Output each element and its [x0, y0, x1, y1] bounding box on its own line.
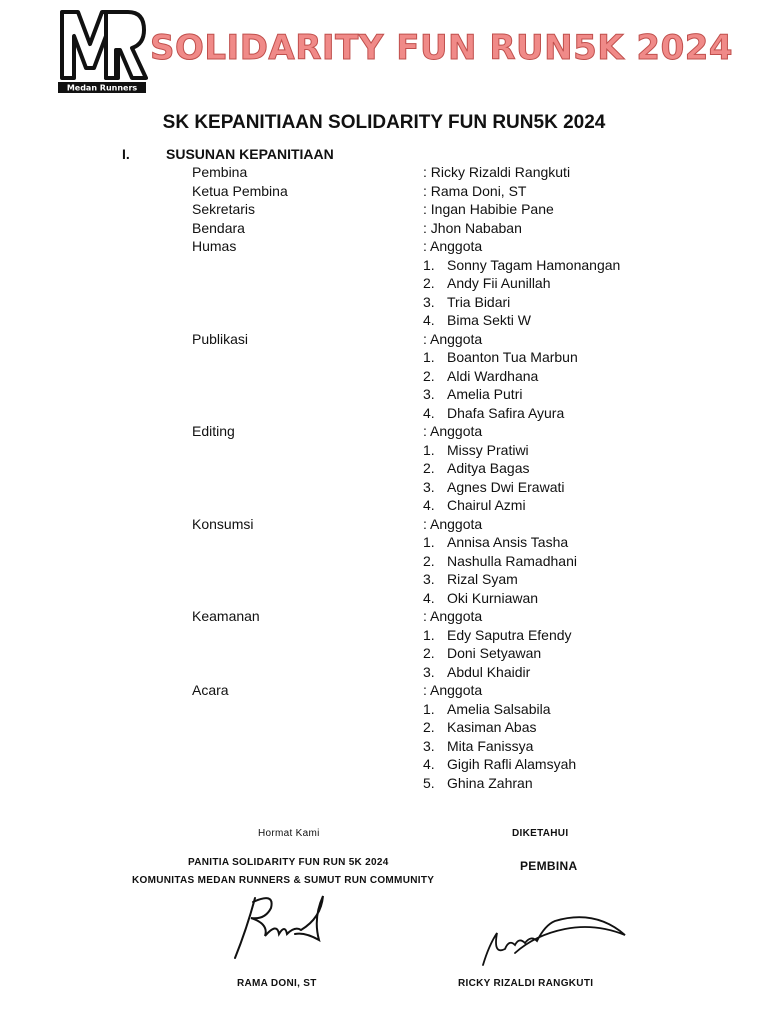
role-holder: : Ingan Habibie Pane [423, 201, 554, 217]
logo-subtext: Medan Runners [66, 83, 138, 93]
member-name: Amelia Putri [447, 386, 523, 402]
right-known: DIKETAHUI [512, 828, 569, 839]
role-label: Ketua Pembina [192, 182, 288, 199]
member-name: Tria Bidari [447, 293, 511, 310]
left-organization: PANITIA SOLIDARITY FUN RUN 5K 2024 [188, 857, 389, 868]
division-label: Publikasi [192, 330, 249, 347]
role-label: Sekretaris [192, 201, 256, 217]
member-number: 2. [423, 367, 435, 384]
right-signer-name: RICKY RIZALDI RANGKUTI [458, 978, 594, 989]
member-number: 1. [423, 534, 435, 550]
member-name: Edy Saputra Efendy [447, 626, 572, 643]
right-role: PEMBINA [520, 859, 578, 873]
member-name: Amelia Salsabila [447, 700, 551, 717]
member-name: Dhafa Safira Ayura [447, 404, 565, 421]
left-signer-name: RAMA DONI, ST [237, 978, 317, 989]
member-name: Ghina Zahran [447, 774, 533, 791]
member-number: 3. [423, 386, 435, 402]
division-label: Acara [192, 682, 229, 698]
member-number: 5. [423, 774, 435, 791]
member-name: Gigih Rafli Alamsyah [447, 756, 577, 772]
member-name: Oki Kurniawan [447, 589, 539, 606]
member-number: 2. [423, 719, 435, 735]
left-community: KOMUNITAS MEDAN RUNNERS & SUMUT RUN COMMUNITY [132, 875, 435, 886]
member-name: Boanton Tua Marbun [447, 349, 578, 365]
member-name: Nashulla Ramadhani [447, 552, 577, 569]
member-name: Aldi Wardhana [447, 367, 539, 384]
member-number: 4. [423, 312, 435, 328]
signature-ricky-rizaldi [475, 905, 635, 975]
role-holder: : Rama Doni, ST [423, 182, 527, 199]
member-number: 2. [423, 460, 435, 476]
member-number: 2. [423, 275, 435, 291]
division-label: Humas [192, 238, 237, 254]
member-name: Andy Fii Aunillah [447, 275, 551, 291]
left-greeting: Hormat Kami [258, 828, 320, 839]
section-number: I. [122, 146, 130, 162]
division-label: Keamanan [192, 608, 260, 624]
role-label: Pembina [192, 164, 248, 180]
member-name: Doni Setyawan [447, 645, 542, 661]
member-number: 4. [423, 756, 435, 772]
member-name: Chairul Azmi [447, 497, 526, 513]
role-holder: : Ricky Rizaldi Rangkuti [423, 164, 571, 180]
document-title: SK KEPANITIAAN SOLIDARITY FUN RUN5K 2024 [162, 112, 606, 133]
member-name: Annisa Ansis Tasha [447, 534, 569, 550]
banner-title: SOLIDARITY FUN RUN5K 2024 [150, 28, 734, 68]
member-number: 4. [423, 497, 435, 513]
member-number: 3. [423, 478, 435, 495]
division-label: Editing [192, 423, 235, 439]
division-anggota-label: : Anggota [423, 515, 483, 532]
signature-rama-doni [225, 888, 345, 968]
member-number: 2. [423, 645, 435, 661]
member-number: 1. [423, 626, 435, 643]
member-number: 4. [423, 404, 435, 421]
division-anggota-label: : Anggota [423, 682, 483, 698]
member-number: 3. [423, 571, 435, 587]
section-title: SUSUNAN KEPANITIAAN [166, 146, 334, 162]
role-holder: : Jhon Nababan [423, 219, 522, 236]
member-name: Sonny Tagam Hamonangan [447, 256, 621, 273]
member-number: 1. [423, 256, 435, 273]
member-number: 1. [423, 700, 435, 717]
member-name: Mita Fanissya [447, 737, 534, 754]
role-label: Bendara [192, 219, 245, 236]
division-anggota-label: : Anggota [423, 238, 483, 254]
member-name: Aditya Bagas [447, 460, 530, 476]
division-label: Konsumsi [192, 515, 254, 532]
division-anggota-label: : Anggota [423, 330, 483, 347]
member-name: Kasiman Abas [447, 719, 537, 735]
division-anggota-label: : Anggota [423, 423, 483, 439]
medan-runners-logo [56, 4, 148, 96]
member-number: 4. [423, 589, 435, 606]
member-name: Agnes Dwi Erawati [447, 478, 565, 495]
member-name: Bima Sekti W [447, 312, 532, 328]
member-name: Abdul Khaidir [447, 663, 531, 680]
member-number: 1. [423, 441, 435, 458]
member-number: 3. [423, 663, 435, 680]
member-number: 1. [423, 349, 435, 365]
member-name: Missy Pratiwi [447, 441, 529, 458]
member-number: 3. [423, 293, 435, 310]
member-number: 3. [423, 737, 435, 754]
member-name: Rizal Syam [447, 571, 518, 587]
division-anggota-label: : Anggota [423, 608, 483, 624]
member-number: 2. [423, 552, 435, 569]
